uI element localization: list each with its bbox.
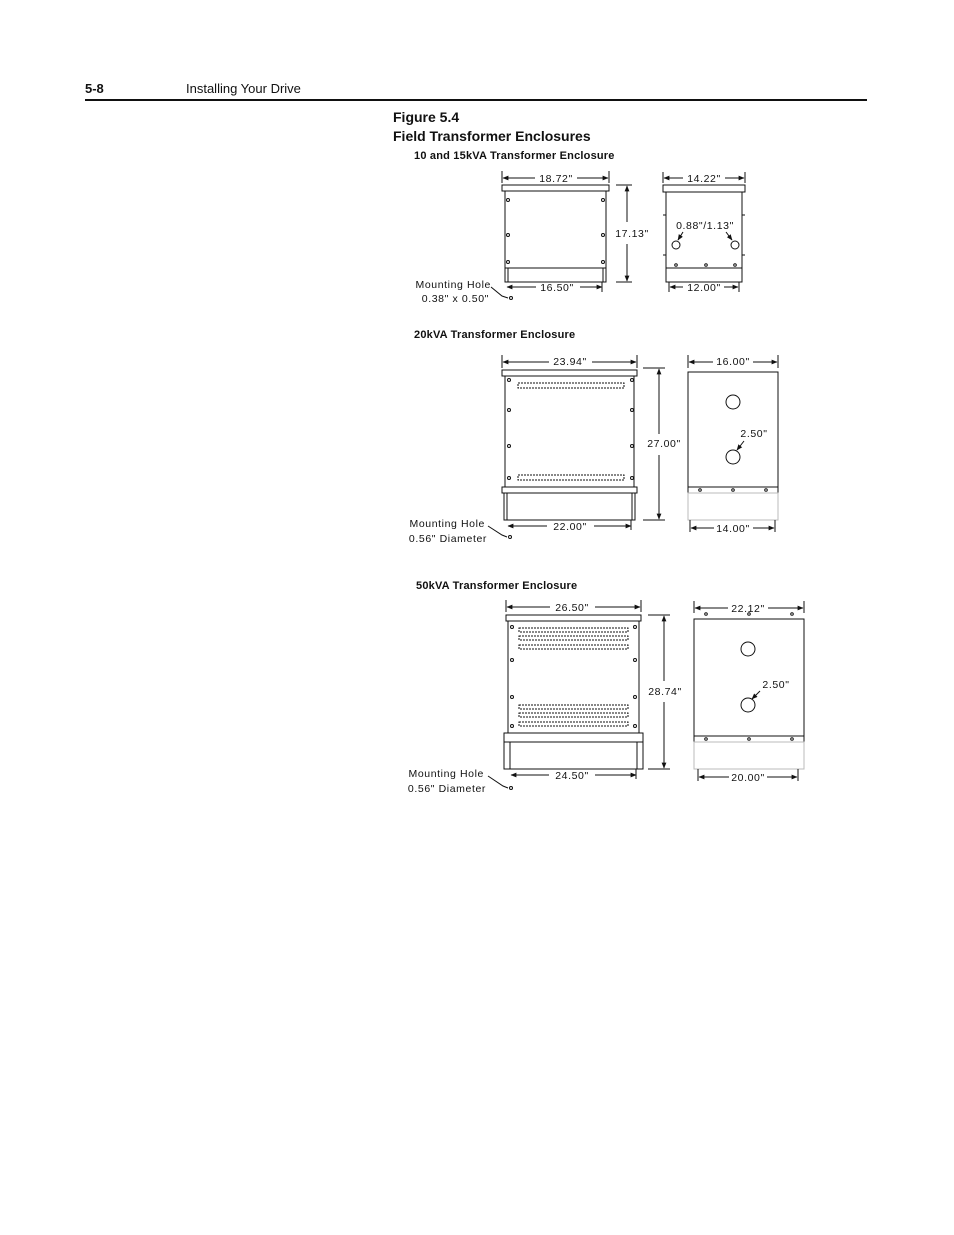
enclosure-2-side-view xyxy=(688,372,778,520)
enclosure-2-height: 27.00" xyxy=(647,438,681,450)
enclosure-2-title: 20kVA Transformer Enclosure xyxy=(414,329,576,341)
enclosure-2-mounting-size: 0.56" Diameter xyxy=(408,533,487,545)
enclosure-1-side-view xyxy=(663,185,745,282)
enclosure-2-knockout: 2.50" xyxy=(740,428,768,440)
enclosure-1-knockout: 0.88"/1.13" xyxy=(676,220,734,232)
enclosure-1-base-width: 16.50" xyxy=(540,282,574,294)
enclosure-3-mounting-label: Mounting Hole xyxy=(408,768,484,780)
enclosure-3-side-base-width: 20.00" xyxy=(731,772,765,784)
enclosure-2-front-view xyxy=(502,370,637,520)
enclosure-2-side-base-width: 14.00" xyxy=(716,523,750,535)
enclosure-3-front-view xyxy=(504,615,643,769)
figure-title: Field Transformer Enclosures xyxy=(393,128,591,144)
enclosure-1-mounting-size: 0.38" x 0.50" xyxy=(421,293,489,305)
figure-number: Figure 5.4 xyxy=(393,109,460,125)
enclosure-1-front-width: 18.72" xyxy=(539,173,573,185)
enclosure-2-side-width: 16.00" xyxy=(716,356,750,368)
page-number: 5-8 xyxy=(85,81,104,96)
enclosure-3-front-width: 26.50" xyxy=(555,602,589,614)
enclosure-3-knockout: 2.50" xyxy=(762,679,790,691)
enclosure-2-base-width: 22.00" xyxy=(553,521,587,533)
running-head: Installing Your Drive xyxy=(186,81,301,96)
enclosure-1-side-width: 14.22" xyxy=(687,173,721,185)
enclosure-1-height: 17.13" xyxy=(615,228,649,240)
enclosure-1-side-base-width: 12.00" xyxy=(687,282,721,294)
enclosure-3-side-width: 22.12" xyxy=(731,603,765,615)
enclosure-2-front-width: 23.94" xyxy=(553,356,587,368)
enclosure-1-title: 10 and 15kVA Transformer Enclosure xyxy=(414,150,615,162)
enclosure-3-base-width: 24.50" xyxy=(555,770,589,782)
enclosure-2-mounting-label: Mounting Hole xyxy=(409,518,485,530)
enclosure-1-front-view xyxy=(502,185,609,282)
enclosure-1-mounting-label: Mounting Hole xyxy=(415,279,491,291)
enclosure-3-height: 28.74" xyxy=(648,686,682,698)
enclosure-3-mounting-size: 0.56" Diameter xyxy=(407,783,486,795)
enclosure-3-title: 50kVA Transformer Enclosure xyxy=(416,580,578,592)
